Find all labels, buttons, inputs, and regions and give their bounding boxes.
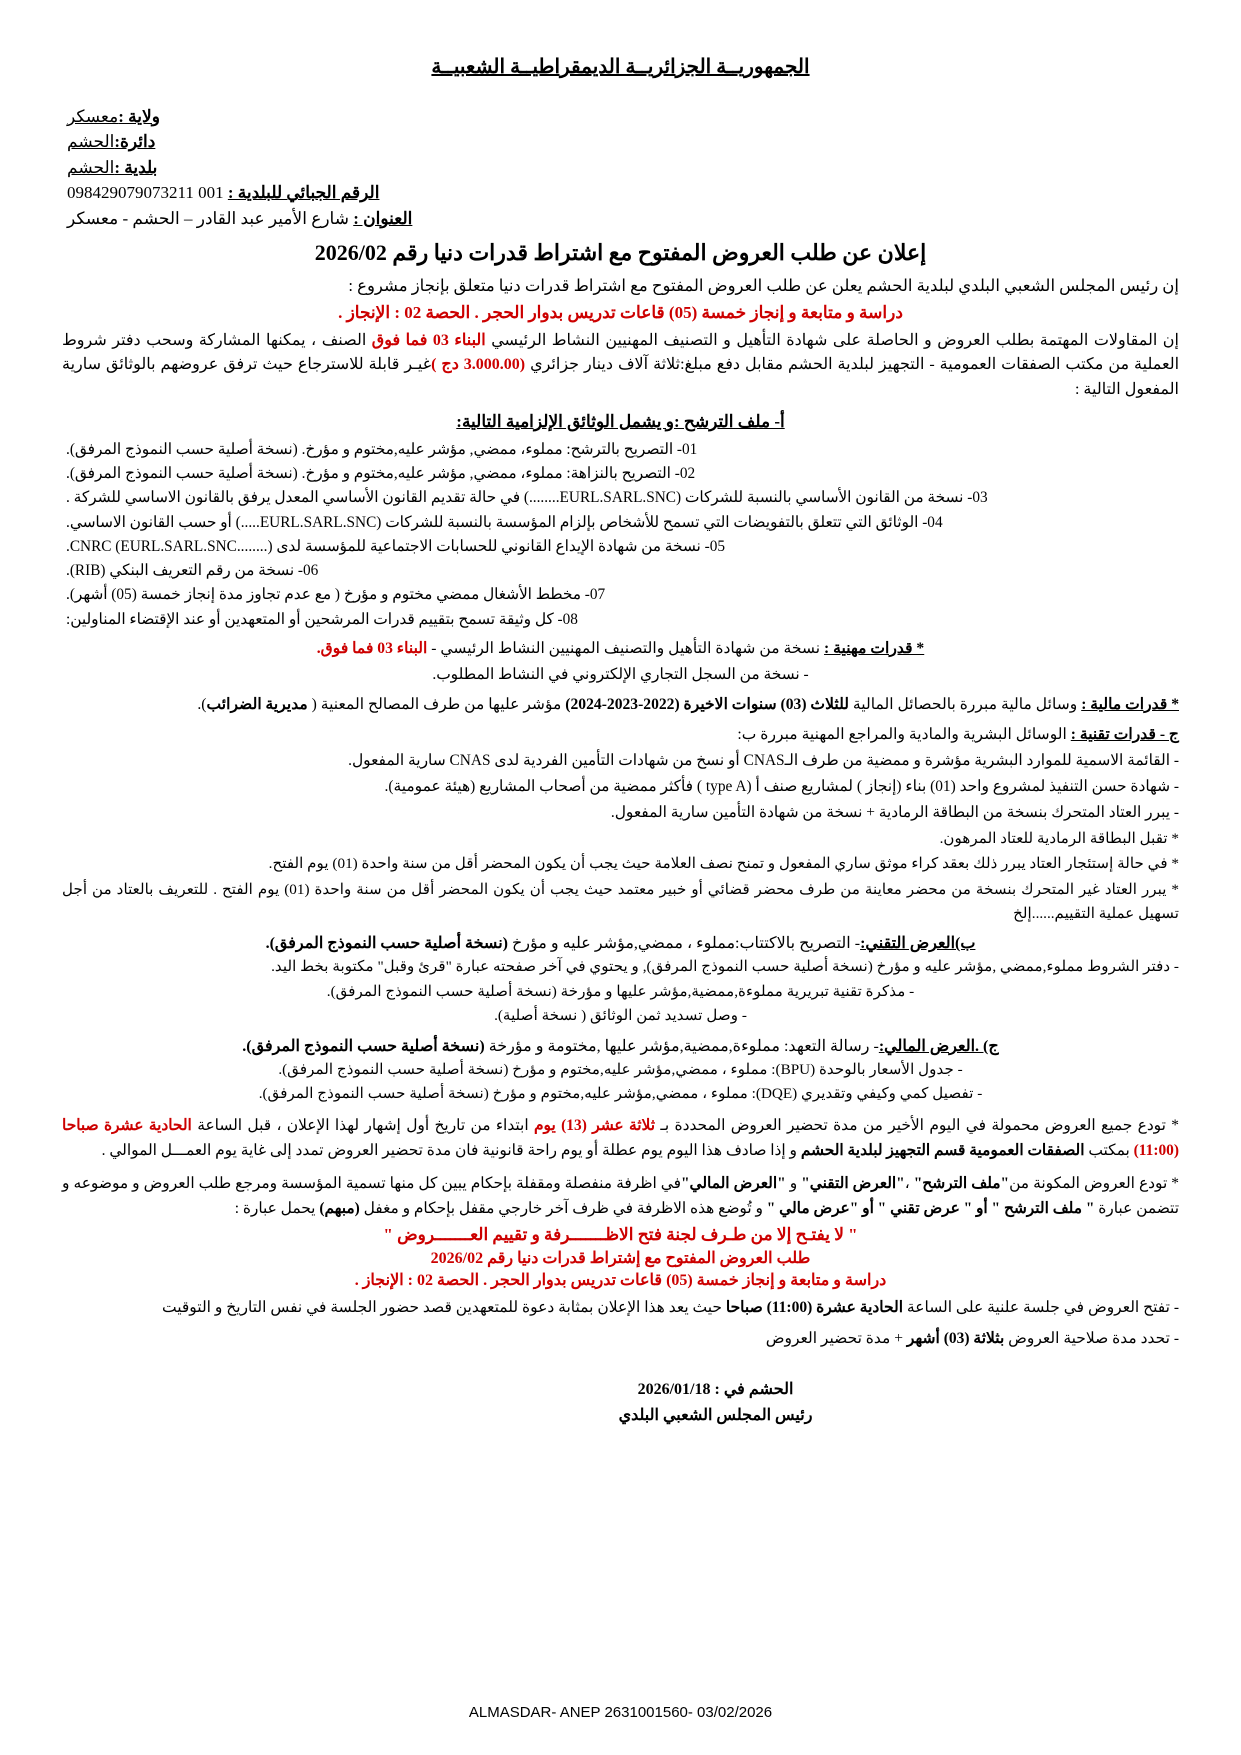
financial-offer-label: ج) .العرض المالي: (878, 1037, 999, 1055)
technical-offer-item-memo: - مذكرة تقنية تبريرية مملوءة,ممضية,مؤشر عليها و مؤرخة (نسخة أصلية حسب النموذج المرفق). (326, 982, 915, 1000)
signature-place-date: الحشم في : 2026/01/18 (637, 1381, 794, 1399)
technical-offer-head-bold: (نسخة أصلية حسب النموذج المرفق). (265, 935, 508, 953)
participation-text-a: إن المقاولات المهتمة بطلب العروض و الحاصلة على شهادة التأهيل و التصنيف المهنيين النشاط الرئيسي (485, 332, 1179, 350)
validity-text-a: - تحدد مدة صلاحية العروض (1004, 1329, 1179, 1347)
financial-offer-head-bold: (نسخة أصلية حسب النموذج المرفق). (242, 1037, 485, 1055)
envelope-text-d: في اظرفة منفصلة ومقفلة بإحكام يبين كل منها تسمية المؤسسة ومرجع طلب العروض و موضوعه و تتضمن عبارة (62, 1174, 1179, 1217)
project-description: دراسة و متابعة و إنجاز خمسة (05) قاعات تدريس بدوار الحجر . الحصة 02 : الإنجاز . (338, 303, 903, 323)
opening-text-b: حيث يعد هذا الإعلان بمثابة دعوة للمتعهدين قصد حضور الجلسة في نفس التاريخ و التوقيت (161, 1298, 726, 1316)
professional-capacity-label: * قدرات مهنية : (824, 639, 925, 657)
participation-paragraph (62, 329, 1179, 402)
list-item (62, 583, 1179, 606)
professional-capacity-line (62, 637, 1179, 661)
fiscal-number-value: 098429079073211 001 (67, 183, 224, 203)
daira-label: دائرة: (114, 132, 156, 152)
envelope-financial-offer: "العرض المالي" (680, 1174, 786, 1192)
list-item (62, 608, 1179, 631)
validity-text-b: + مدة تحضير العروض (765, 1329, 907, 1347)
preparation-days: ثلاثة عشر (13) يوم (534, 1116, 655, 1134)
doc-item-07: 07- مخطط الأشغال ممضي مختوم و مؤرخ ( مع عدم تجاوز مدة إنجاز خمسة (05) أشهر). (66, 586, 606, 604)
tax-directorate: مديرية الضرائب (206, 695, 308, 713)
technical-capacity-text: الوسائل البشرية والمادية والمراجع المهنية مبررة ب: (737, 726, 1071, 744)
fiscal-number-line (67, 181, 1179, 204)
technical-offer-item-specs: - دفتر الشروط مملوء,ممضي ,مؤشر عليه و مؤرخ (نسخة أصلية حسب النموذج المرفق), و يحتوي في آخر صفحته عبارة "قرئ وقبل" مكتوبة بخط اليد. (271, 958, 1179, 976)
deadline-text-c: بمكتب (1084, 1141, 1134, 1159)
financial-capacity-label: * قدرات مالية : (1081, 695, 1179, 713)
commercial-registry-line: - نسخة من السجل التجاري الإلكتروني في النشاط المطلوب. (432, 666, 809, 684)
financial-capacity-text-a: وسائل مالية مبررة بالحصائل المالية (849, 695, 1082, 713)
financial-years: للثلاث (03) سنوات الاخيرة (2022-2023-2024) (565, 695, 850, 713)
technical-offer-heading (62, 933, 1179, 953)
financial-capacity-text-b: مؤشر عليها من طرف المصالح المعنية ( (307, 695, 566, 713)
envelope-text-c2: و (785, 1174, 802, 1192)
doc-item-05: 05- نسخة من شهادة الإيداع القانوني للحسابات الاجتماعية للمؤسسة لدى CNRC (EURL.SARL.SNC........). (66, 537, 725, 555)
envelope-instructions-paragraph (62, 1172, 1179, 1222)
opening-session-line (62, 1296, 1179, 1321)
envelope-text-c1: ، (904, 1174, 914, 1192)
republic-header (62, 54, 1179, 79)
financial-capacity-line (62, 693, 1179, 717)
note-pledged-equipment: * تقبل البطاقة الرمادية للعتاد المرهون. (939, 829, 1179, 847)
technical-offer-item-receipt: - وصل تسديد ثمن الوثائق ( نسخة أصلية). (494, 1007, 747, 1025)
technical-offer-head-rest: - التصريح بالاكتتاب:مملوء ، ممضي,مؤشر عليه و مؤرخ (507, 935, 861, 953)
financial-capacity-text-c: ). (197, 695, 207, 713)
list-item (62, 559, 1179, 582)
technical-item-good-execution: - شهادة حسن التنفيذ لمشروع واحد (01) بناء (إنجاز ) لمشاريع صنف أ (type A ) فأكثر ممضية من أصحاب المشاريع (هيئة عمومية). (384, 778, 1179, 796)
opening-time: الحادية عشرة (11:00) صباحا (725, 1298, 904, 1316)
sealed-envelope-project: دراسة و متابعة و إنجاز خمسة (05) قاعات تدريس بدوار الحجر . الحصة 02 : الإنجاز . (354, 1271, 887, 1289)
signature-title: رئيس المجلس الشعبي البلدي (618, 1406, 813, 1424)
financial-offer-item-dqe: - تفصيل كمي وكيفي وتقديري (DQE): مملوء ، ممضي,مؤشر عليه,مختوم و مؤرخ (نسخة أصلية حسب النموذج المرفق). (258, 1085, 983, 1103)
address-line (67, 207, 1179, 230)
technical-item-mobile-equipment: - يبرر العتاد المتحرك بنسخة من البطاقة الرمادية + نسخة من شهادة التأمين سارية المفعول. (610, 804, 1179, 822)
signature-block (62, 1377, 1179, 1428)
list-item (62, 486, 1179, 509)
baladiya-line (67, 156, 1179, 179)
list-item (62, 535, 1179, 558)
deadline-text-d: و إذا صادف هذا اليوم يوم عطلة أو يوم راحة قانونية فان مدة تحضير العروض تمدد إلى غاية يوم العمـــل الموالي . (101, 1141, 801, 1159)
baladiya-label: بلدية : (114, 157, 158, 177)
sealed-envelope-phrase: " لا يفتـح إلا من طـرف لجنة فتح الاظـــــــرفة و تقييم العـــــــروض " (383, 1224, 858, 1244)
daira-value: الحشم (67, 132, 115, 152)
opening-text-a: - تفتح العروض في جلسة علنية على الساعة (903, 1298, 1179, 1316)
republic-header-text: الجمهوريــة الجزائريــة الديمقراطيــة الشعبيــة (431, 56, 810, 78)
professional-capacity-text: نسخة من شهادة التأهيل والتصنيف المهنيين النشاط الرئيسي - (427, 639, 825, 657)
deadline-text-a: * تودع جميع العروض محمولة في اليوم الأخير من مدة تحضير العروض المحددة بـ (655, 1116, 1179, 1134)
financial-offer-item-bpu: - جدول الأسعار بالوحدة (BPU): مملوء ، ممضي,مؤشر عليه,مختوم و مؤرخ (نسخة أصلية حسب النموذج المرفق). (278, 1060, 963, 1078)
envelope-text-f: يحمل عبارة : (234, 1199, 320, 1217)
validity-duration: بثلاثة (03) أشهر (906, 1329, 1005, 1347)
envelope-text-a: * تودع العروض المكونة من (1009, 1174, 1179, 1192)
envelope-anonymous: (مبهم) (319, 1199, 360, 1217)
technical-capacity-label: ج - قدرات تقنية : (1070, 726, 1179, 744)
fiscal-number-label: الرقم الجبائي للبلدية : (227, 183, 380, 203)
list-item (62, 438, 1179, 461)
envelope-marking-phrase: " ملف الترشح " أو " عرض تقني " أو "عرض مالي " (766, 1199, 1095, 1217)
doc-item-06: 06- نسخة من رقم التعريف البنكي (RIB). (66, 562, 319, 580)
section-a-heading: أ- ملف الترشح :و يشمل الوثائق الإلزامية التالية: (456, 411, 785, 431)
mandatory-documents-list (62, 438, 1179, 631)
doc-item-02: 02- التصريح بالنزاهة: مملوء، ممضي, مؤشر عليه,مختوم و مؤرخ. (نسخة أصلية حسب النموذج المرفق). (66, 465, 696, 483)
deadline-text-b: ابتداء من تاريخ أول إشهار لهذا الإعلان ، قبل الساعة (191, 1116, 535, 1134)
intro-line: إن رئيس المجلس الشعبي البلدي لبلدية الحشم يعلن عن طلب العروض المفتوح مع اشتراط قدرات دنيا متعلق بإنجاز مشروع : (348, 276, 1179, 296)
list-item (62, 462, 1179, 485)
technical-capacity-line (62, 723, 1179, 747)
participation-text-b: الصنف ، يمكنها المشاركة وسحب دفتر شروط العملية من مكتب الصفقات العمومية - التجهيز لبلدية الحشم مقابل دفع مبلغ:ثلاثة آلاف دينار جزائري (62, 332, 1180, 374)
doc-item-03: 03- نسخة من القانون الأساسي بالنسبة للشركات (EURL.SARL.SNC........) في حالة تقديم القانون الأساسي المعدل يرفق بالقانون الاساسي للشركة . (66, 489, 988, 507)
sealed-envelope-reference: طلب العروض المفتوح مع إشتراط قدرات دنيا رقم 2026/02 (430, 1249, 811, 1267)
financial-offer-heading (62, 1036, 1179, 1056)
submission-deadline-paragraph (62, 1114, 1179, 1164)
identity-block (62, 105, 1179, 230)
envelope-text-e: و تُوضع هذه الاظرفة في ظرف آخر خارجي مقفل بإحكام و مغفل (359, 1199, 767, 1217)
professional-capacity-class: البناء 03 فما فوق. (316, 639, 428, 657)
doc-item-04: 04- الوثائق التي تتعلق بالتفويضات التي تسمح للأشخاص بإلزام المؤسسة بالنسبة للشركات (EURL.SARL.SNC.....) أو حسب القانون الاساسي. (66, 513, 943, 531)
envelope-candidacy-file: "ملف الترشح" (913, 1174, 1010, 1192)
wilaya-line (67, 105, 1179, 128)
deadline-time: الحادية عشرة صباحا (11:00) (62, 1116, 1179, 1159)
technical-offer-label: ب)العرض التقني: (860, 935, 976, 953)
financial-offer-head-rest: - رسالة التعهد: مملوءة,ممضية,مؤشر عليها ,مختومة و مؤرخة (484, 1037, 879, 1055)
offer-validity-line (62, 1327, 1179, 1352)
daira-line (67, 130, 1179, 153)
wilaya-label: ولاية : (118, 107, 160, 126)
doc-item-01: 01- التصريح بالترشح: مملوء، ممضي, مؤشر عليه,مختوم و مؤرخ. (نسخة أصلية حسب النموذج المرفق). (66, 440, 698, 458)
withdrawal-fee-amount: (3.000.00 دج ) (431, 356, 526, 374)
doc-item-08: 08- كل وثيقة تسمح بتقييم قدرات المرشحين أو المتعهدين أو عند الإقتضاء المناولين: (66, 610, 578, 628)
address-value: شارع الأمير عبد القادر – الحشم - معسكر (67, 208, 349, 228)
announcement-title: إعلان عن طلب العروض المفتوح مع اشتراط قدرات دنيا رقم 2026/02 (314, 240, 927, 266)
deposit-office: الصفقات العمومية قسم التجهيز لبلدية الحشم (800, 1141, 1085, 1159)
participation-text-c: غيـر قابلة للاسترجاع حيث ترفق عروضهم بالوثائق سارية المفعول التالية : (62, 356, 1179, 398)
note-immobile-equipment: * يبرر العتاد غير المتحرك بنسخة من محضر معاينة من طرف محضر قضائي أو خبير معتمد حيث يجب أن يكون المحضر أقل من سنة واحدة (01) يوم الفتح . للتعريف بالعتاد من أجل تسهيل عملية التقييم......إلخ (62, 881, 1180, 922)
address-label: العنوان : (353, 208, 413, 228)
note-rented-equipment: * في حالة إستئجار العتاد يبرر ذلك بعقد كراء موثق ساري المفعول و تمنح نصف العلامة حيث يجب أن يكون المحضر أقل من سنة واحدة (01) يوم الفتح. (268, 855, 1179, 873)
envelope-technical-offer: "العرض التقني" (801, 1174, 905, 1192)
technical-item-cnas: - القائمة الاسمية للموارد البشرية مؤشرة و ممضية من طرف الـCNAS أو نسخ من شهادات التأمين الفردية لدى CNAS سارية المفعول. (348, 752, 1179, 770)
baladiya-value: الحشم (67, 157, 115, 177)
footer-reference: ALMASDAR- ANEP 2631001560- 03/02/2026 (468, 1704, 773, 1721)
list-item (62, 511, 1179, 534)
wilaya-value: معسكر (67, 107, 119, 126)
qualification-class-red: البناء 03 فما فوق (371, 332, 486, 350)
